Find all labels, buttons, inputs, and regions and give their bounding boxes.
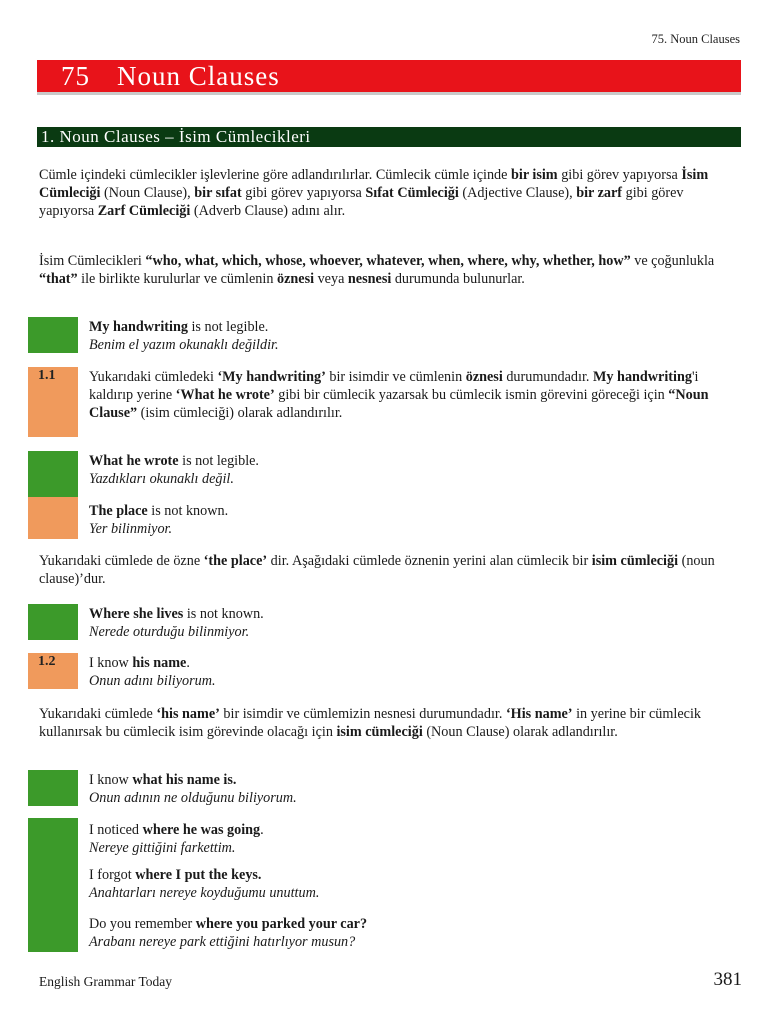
text-run: Do you remember bbox=[89, 916, 196, 932]
example-sentence bbox=[89, 605, 729, 623]
bold-text: öznesi bbox=[276, 271, 315, 287]
green-marker bbox=[28, 770, 78, 806]
bold-text: what his name is. bbox=[132, 772, 237, 788]
explanation-block bbox=[89, 368, 725, 422]
bold-text: ‘What he wrote’ bbox=[175, 387, 275, 403]
turkish-translation: Benim el yazım okunaklı değildir. bbox=[89, 337, 279, 353]
orange-marker bbox=[28, 653, 78, 689]
green-marker bbox=[28, 604, 78, 640]
green-marker bbox=[28, 451, 78, 497]
example-block bbox=[89, 502, 729, 538]
chapter-number: 75 bbox=[61, 60, 90, 91]
bold-text: ‘the place’ bbox=[203, 553, 268, 569]
chapter-banner bbox=[37, 60, 741, 92]
bold-text: “Noun Clause” bbox=[89, 387, 709, 421]
text-run: İsim Cümlecikleri bbox=[39, 253, 146, 269]
example-block bbox=[89, 821, 729, 857]
text-run: is not legible. bbox=[187, 319, 269, 335]
bold-text: My handwriting bbox=[593, 369, 692, 385]
text-run: (Adjective Clause), bbox=[458, 185, 577, 201]
turkish-translation: Nereye gittiğini farkettim. bbox=[89, 840, 236, 856]
example-block bbox=[89, 452, 729, 488]
example-sentence bbox=[89, 452, 729, 470]
example-sentence bbox=[89, 866, 729, 884]
text-run: (Noun Clause) olarak adlandırılır. bbox=[422, 724, 618, 740]
intro-paragraph-2 bbox=[39, 252, 739, 288]
text-run: (noun clause)’dur. bbox=[39, 553, 715, 587]
text-run: is not legible. bbox=[178, 453, 259, 469]
intro-paragraph-1 bbox=[39, 166, 739, 220]
text-run: . bbox=[260, 822, 264, 838]
example-block bbox=[89, 654, 729, 690]
text-run: in yerine bir cümlecik kullanırsak bu cümlecik isim görevinde olacağı için bbox=[39, 706, 701, 740]
bold-text: his name bbox=[132, 655, 187, 671]
running-head: 75. Noun Clauses bbox=[651, 32, 740, 46]
page-number: 381 bbox=[713, 969, 742, 990]
turkish-translation: Yer bilinmiyor. bbox=[89, 521, 173, 537]
bold-text: Where she lives bbox=[89, 606, 184, 622]
text-run: . bbox=[186, 655, 190, 671]
mid-paragraph-2 bbox=[39, 705, 739, 741]
text-run: gibi görev yapıyorsa bbox=[39, 185, 684, 219]
bold-text: where he was going bbox=[142, 822, 261, 838]
rule-label: 1.1 bbox=[38, 368, 56, 383]
bold-text: nesnesi bbox=[347, 271, 392, 287]
text-run: I noticed bbox=[89, 822, 143, 838]
text-run: Cümle içindeki cümlecikler işlevlerine göre adlandırılırlar. Cümlecik cümle içinde bbox=[39, 167, 511, 183]
example-sentence bbox=[89, 318, 729, 336]
text-run: gibi bir cümlecik yazarsak bu cümlecik ismin görevini göreceği için bbox=[274, 387, 669, 403]
bold-text: The place bbox=[89, 503, 148, 519]
text-run: ile birlikte kurulurlar ve cümlenin bbox=[77, 271, 277, 287]
text-run: (isim cümleciği) olarak adlandırılır. bbox=[137, 405, 343, 421]
example-sentence bbox=[89, 771, 729, 789]
bold-text: My handwriting bbox=[89, 319, 188, 335]
text-run: gibi görev yapıyorsa bbox=[557, 167, 682, 183]
bold-text: What he wrote bbox=[89, 453, 179, 469]
example-block bbox=[89, 915, 729, 951]
turkish-translation: Onun adını biliyorum. bbox=[89, 673, 216, 689]
chapter-title: Noun Clauses bbox=[117, 60, 280, 91]
bold-text: where I put the keys. bbox=[135, 867, 262, 883]
text-run: I know bbox=[89, 772, 133, 788]
bold-text: bir zarf bbox=[576, 185, 623, 201]
rule-label: 1.2 bbox=[38, 654, 56, 669]
example-sentence bbox=[89, 915, 729, 933]
turkish-translation: Yazdıkları okunaklı değil. bbox=[89, 471, 234, 487]
text-run: is not known. bbox=[183, 606, 264, 622]
bold-text: ‘His name’ bbox=[505, 706, 573, 722]
section-title: 1. Noun Clauses – İsim Cümlecikleri bbox=[41, 127, 311, 146]
turkish-translation: Arabanı nereye park ettiğini hatırlıyor musun? bbox=[89, 934, 356, 950]
green-marker bbox=[28, 317, 78, 353]
bold-text: Sıfat Cümleciği bbox=[365, 185, 459, 201]
book-title: English Grammar Today bbox=[39, 974, 173, 989]
text-run: (Adverb Clause) adını alır. bbox=[190, 203, 346, 219]
text-run: bir isimdir ve cümlemizin nesnesi durumundadır. bbox=[219, 706, 506, 722]
bold-text: ‘his name’ bbox=[156, 706, 220, 722]
text-run: Yukarıdaki cümlede bbox=[39, 706, 157, 722]
bold-text: İsim Cümleciği bbox=[39, 167, 709, 201]
turkish-translation: Nerede oturduğu bilinmiyor. bbox=[89, 624, 250, 640]
green-marker bbox=[28, 818, 78, 952]
text-run: durumunda bulunurlar. bbox=[391, 271, 525, 287]
mid-paragraph-1 bbox=[39, 552, 739, 588]
bold-text: ‘My handwriting’ bbox=[217, 369, 326, 385]
example-block bbox=[89, 866, 729, 902]
example-sentence bbox=[89, 368, 725, 422]
turkish-translation: Anahtarları nereye koyduğumu unuttum. bbox=[89, 885, 320, 901]
text-run: I know bbox=[89, 655, 133, 671]
example-block bbox=[89, 605, 729, 641]
example-sentence bbox=[89, 654, 729, 672]
example-block bbox=[89, 771, 729, 807]
text-run: (Noun Clause), bbox=[100, 185, 195, 201]
text-run: ve çoğunlukla bbox=[630, 253, 715, 269]
orange-marker bbox=[28, 367, 78, 437]
text-run: durumundadır. bbox=[502, 369, 594, 385]
text-run: 'i kaldırıp yerine bbox=[89, 369, 699, 403]
example-sentence bbox=[89, 502, 729, 520]
text-run: bir isimdir ve cümlenin bbox=[325, 369, 466, 385]
text-run: Yukarıdaki cümledeki bbox=[89, 369, 218, 385]
bold-text: Zarf Cümleciği bbox=[97, 203, 191, 219]
example-sentence bbox=[89, 821, 729, 839]
section-banner bbox=[37, 127, 741, 147]
text-run: I forgot bbox=[89, 867, 136, 883]
text-run: dir. Aşağıdaki cümlede öznenin yerini alan cümlecik bir bbox=[267, 553, 592, 569]
bold-text: bir sıfat bbox=[194, 185, 242, 201]
bold-text: isim cümleciği bbox=[591, 553, 679, 569]
text-run: Yukarıdaki cümlede de özne bbox=[39, 553, 204, 569]
text-run: gibi görev yapıyorsa bbox=[241, 185, 366, 201]
bold-text: öznesi bbox=[465, 369, 503, 385]
bold-text: “who, what, which, whose, whoever, whatever, when, where, why, whether, how” bbox=[145, 253, 631, 269]
turkish-translation: Onun adının ne olduğunu biliyorum. bbox=[89, 790, 297, 806]
bold-text: bir isim bbox=[510, 167, 558, 183]
example-block bbox=[89, 318, 729, 354]
orange-marker bbox=[28, 497, 78, 539]
bold-text: isim cümleciği bbox=[336, 724, 423, 740]
bold-text: where you parked your car? bbox=[195, 916, 368, 932]
bold-text: “that” bbox=[39, 271, 78, 287]
text-run: veya bbox=[314, 271, 348, 287]
text-run: is not known. bbox=[147, 503, 229, 519]
